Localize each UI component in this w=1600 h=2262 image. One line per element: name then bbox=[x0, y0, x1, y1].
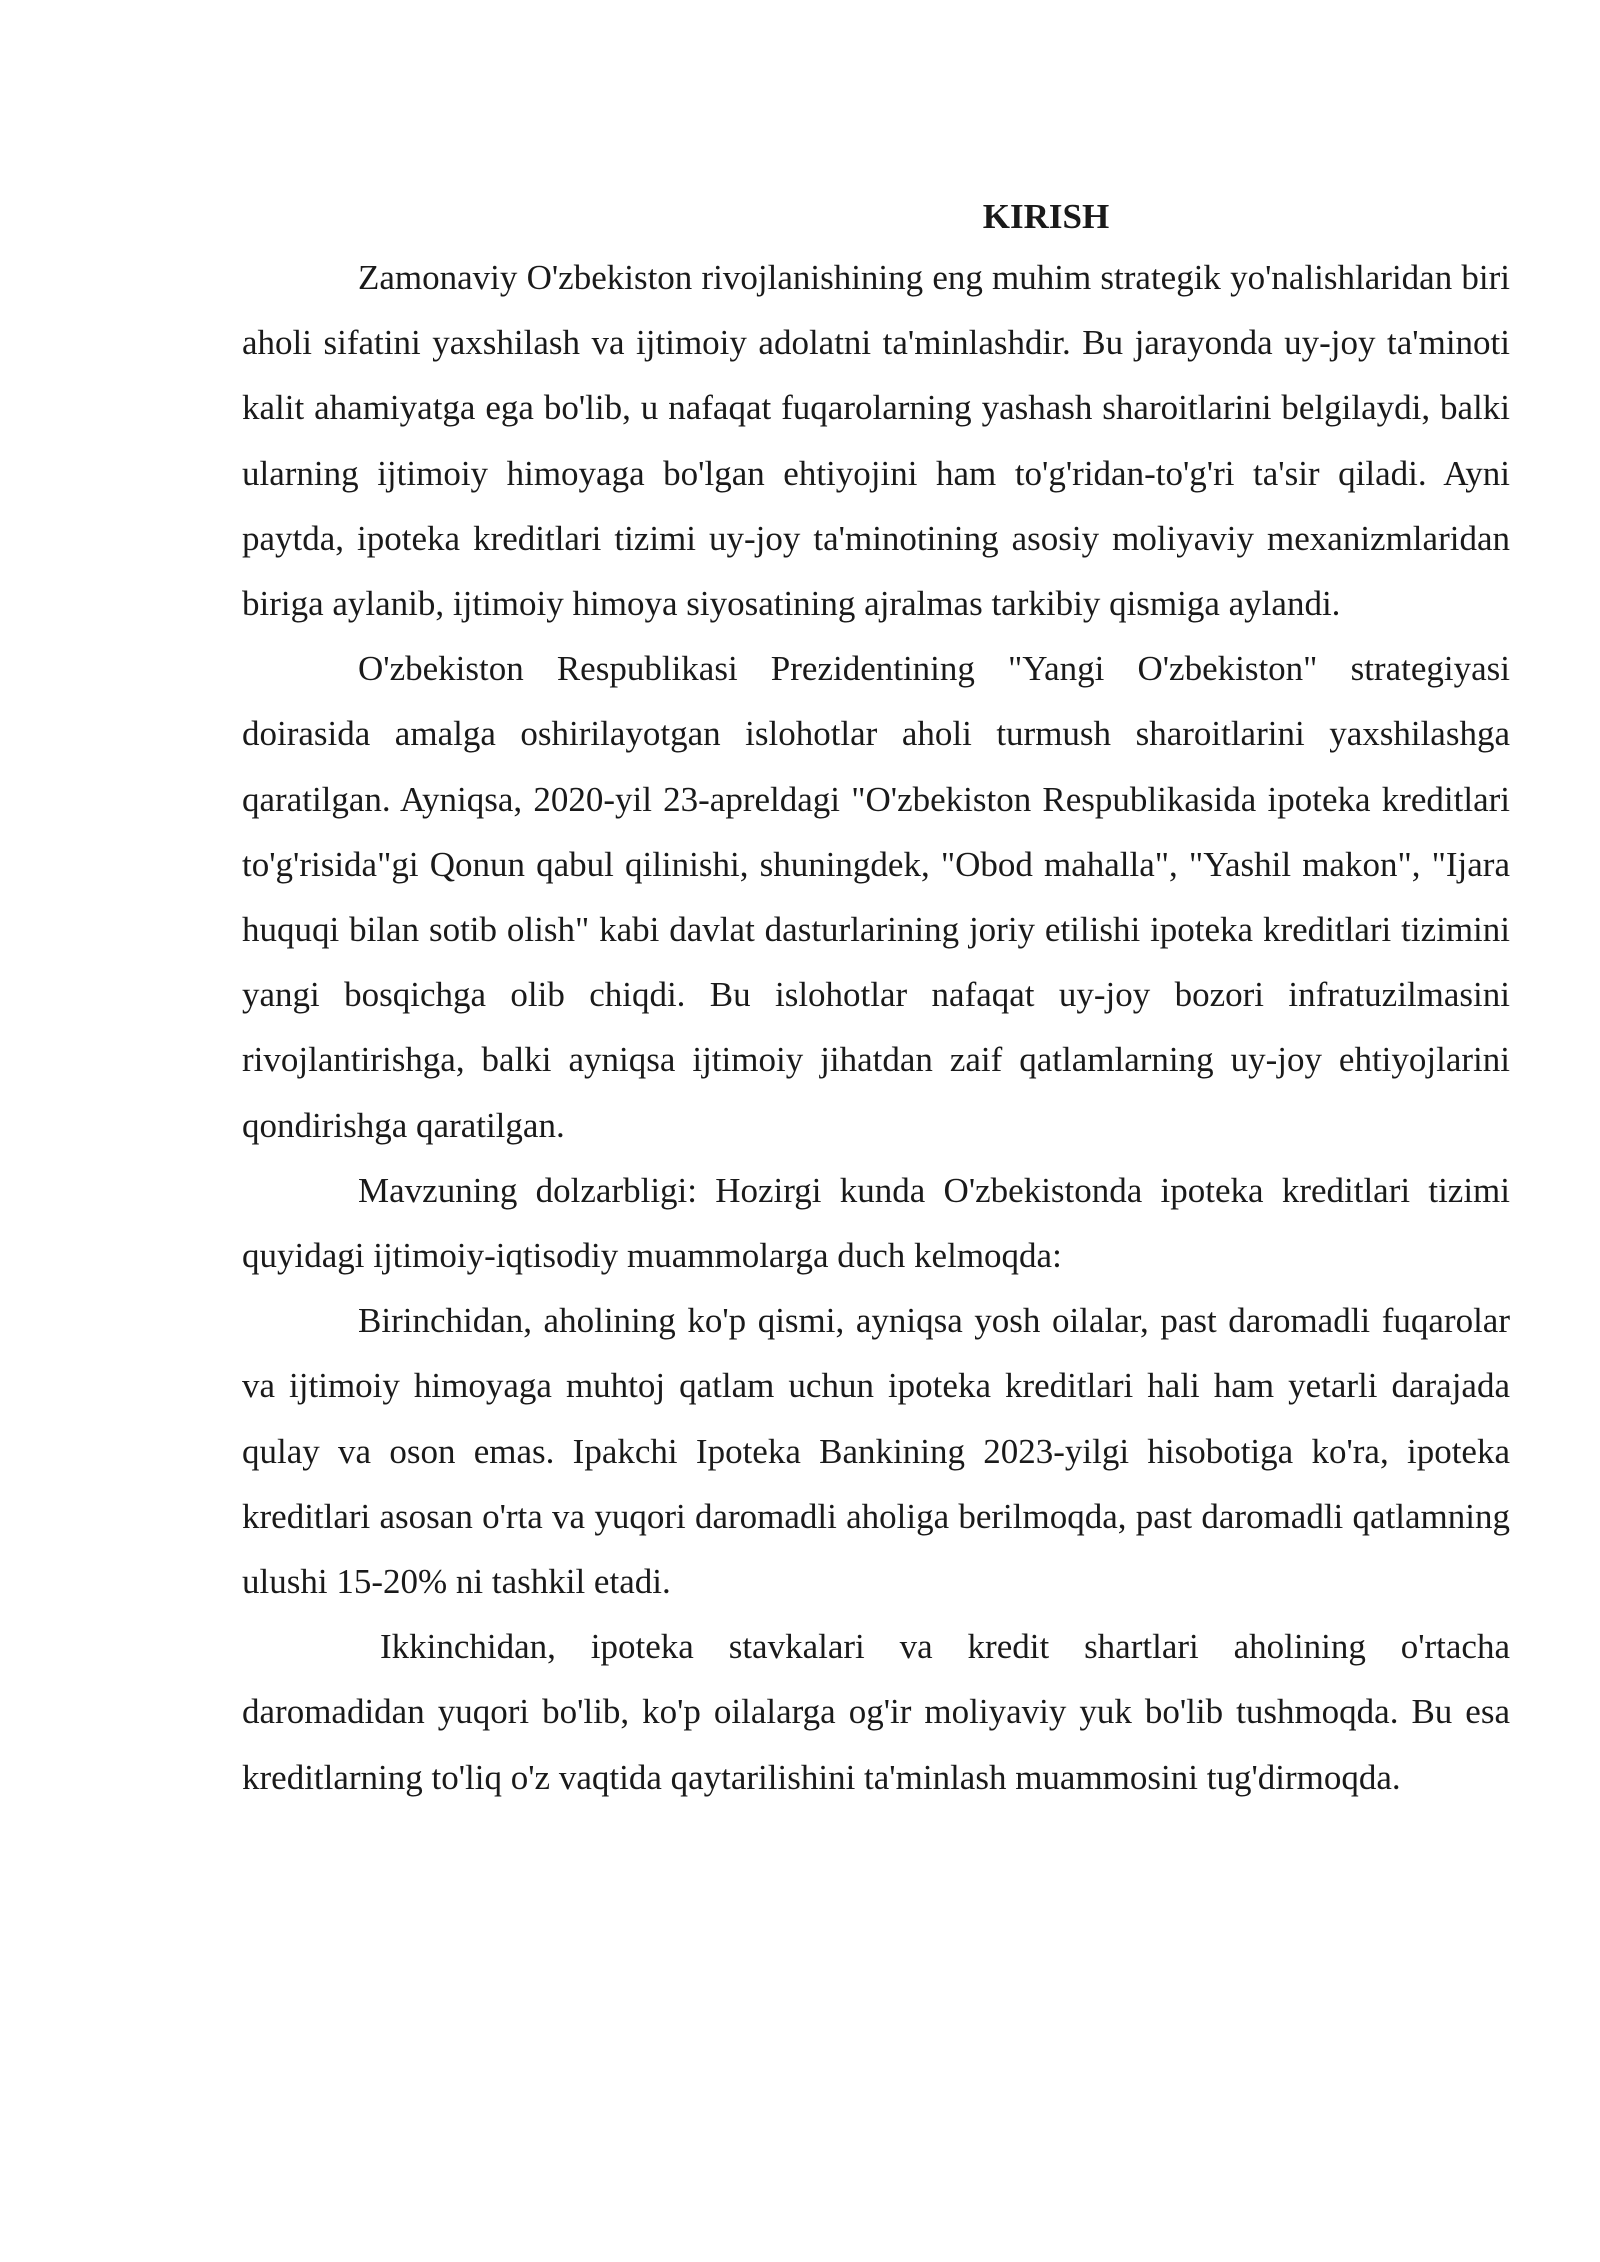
paragraph-relevance: Mavzuning dolzarbligi: Hozirgi kunda O'zbekistonda ipoteka kreditlari tizimi quyidagi ijtimoiy-iqtisodiy muammolarga duch kelmoqda: bbox=[242, 1170, 1510, 1276]
page-title-text: KIRISH bbox=[982, 197, 1110, 236]
document-body bbox=[242, 192, 1510, 1810]
paragraph-intro: Zamonaviy O'zbekiston rivojlanishining eng muhim strategik yo'nalishlaridan biri aholi sifatini yaxshilash va ijtimoiy adolatni ta'minlashdir. Bu jarayonda uy-joy ta'minoti kalit ahamiyatga ega bo'lib, u nafaqat fuqarolarning yashash sharoitlarini belgilaydi, balki ularning ijtimoiy himoyaga bo'lgan ehtiyojini ham to'g'ridan-to'g'ri ta'sir qiladi. Ayni paytda, ipoteka kreditlari tizimi uy-joy ta'minotining asosiy moliyaviy mexanizmlaridan biriga aylanib, ijtimoiy himoya siyosatining ajralmas tarkibiy qismiga aylandi. bbox=[242, 258, 1510, 624]
paragraph-first-problem: Birinchidan, aholining ko'p qismi, ayniqsa yosh oilalar, past daromadli fuqarolar va ijtimoiy himoyaga muhtoj qatlam uchun ipoteka kreditlari hali ham yetarli darajada qulay va oson emas. Ipakchi Ipoteka Bankining 2023-yilgi hisobotiga ko'ra, ipoteka kreditlari asosan o'rta va yuqori daromadli aholiga berilmoqda, past daromadli qatlamning ulushi 15-20% ni tashkil etadi. bbox=[242, 1301, 1510, 1602]
paragraph-second-problem: Ikkinchidan, ipoteka stavkalari va kredit shartlari aholining o'rtacha daromadidan yuqori bo'lib, ko'p oilalarga og'ir moliyaviy yuk bo'lib tushmoqda. Bu esa kreditlarning to'liq o'z vaqtida qaytarilishini ta'minlash muammosini tug'dirmoqda. bbox=[242, 1627, 1510, 1797]
page-title bbox=[242, 192, 1510, 242]
paragraph-reforms: O'zbekiston Respublikasi Prezidentining "Yangi O'zbekiston" strategiyasi doirasida amalga oshirilayotgan islohotlar aholi turmush sharoitlarini yaxshilashga qaratilgan. Ayniqsa, 2020-yil 23-apreldagi "O'zbekiston Respublikasida ipoteka kreditlari to'g'risida"gi Qonun qabul qilinishi, shuningdek, "Obod mahalla", "Yashil makon", "Ijara huquqi bilan sotib olish" kabi davlat dasturlarining joriy etilishi ipoteka kreditlari tizimini yangi bosqichga olib chiqdi. Bu islohotlar nafaqat uy-joy bozori infratuzilmasini rivojlantirishga, balki ayniqsa ijtimoiy jihatdan zaif qatlamlarning uy-joy ehtiyojlarini qondirishga qaratilgan. bbox=[242, 649, 1510, 1145]
